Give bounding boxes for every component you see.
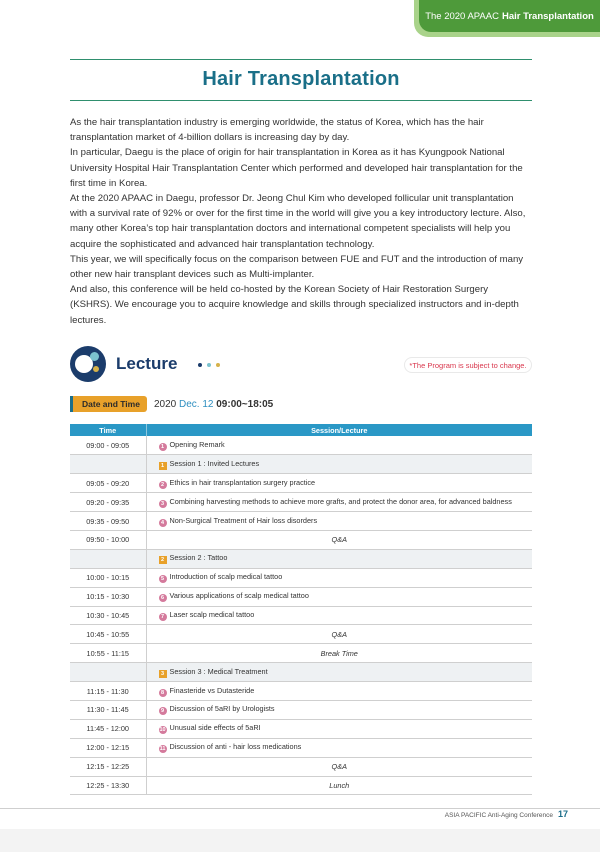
session-text: Session 1 : Invited Lectures [169,458,260,468]
lecture-number-icon: 4 [159,519,167,527]
session-text: Q&A [331,535,347,545]
bottom-band [0,829,600,852]
table-row [70,757,532,776]
session-text: Break Time [320,648,358,658]
lecture-number-icon: 7 [159,613,167,621]
lecture-number-icon: 5 [159,575,167,583]
lecture-number-icon: 2 [159,481,167,489]
time-cell: 10:00 - 10:15 [70,568,146,587]
session-number-icon: 1 [159,462,167,470]
header-tab [414,0,600,37]
session-cell [146,776,532,795]
decorative-dots-icon [198,363,220,367]
time-cell: 11:30 - 11:45 [70,700,146,719]
time-cell: 10:55 - 11:15 [70,644,146,663]
time-cell: 12:25 - 13:30 [70,776,146,795]
session-text: Lunch [329,780,350,790]
intro-paragraph: At the 2020 APAAC in Daegu, professor Dr. Jeong Chul Kim who developed follicular unit transplantation with a survival rate of 92% or over for the first time in the world will give you a key introductory lecture. Also, many other Korea’s top hair transplantation doctors and international competent specialists will help you acquire the sophisticated and advanced hair transplantation technology. [70,193,526,250]
time-cell: 12:00 - 12:15 [70,738,146,757]
session-cell [146,663,532,682]
table-row [70,719,532,738]
lecture-number-icon: 11 [159,746,166,753]
session-row [70,663,532,682]
time-cell: 10:30 - 10:45 [70,606,146,625]
time-cell: 09:00 - 09:05 [70,436,146,455]
session-cell [146,549,532,568]
table-row [70,587,532,606]
session-text: Session 2 : Tattoo [169,553,228,563]
session-cell [146,644,532,663]
session-cell [146,700,532,719]
session-number-icon: 3 [159,670,167,678]
header-tab-bold: Hair Transplantation [501,10,594,22]
col-header-session: Session/Lecture [146,424,532,436]
intro-text [70,115,532,328]
time-cell: 11:45 - 12:00 [70,719,146,738]
session-text: Non-Surgical Treatment of Hair loss disorders [169,515,318,525]
session-text: Finasteride vs Dutasteride [169,685,255,695]
intro-paragraph: In particular, Daegu is the place of origin for hair transplantation in Korea as it has Kyungpook National University Hospital Hair Transplantation Center which performed and developed hair transplantation for the first time in Korea. [70,147,523,189]
lecture-number-icon: 3 [159,500,167,508]
date-year: 2020 [153,398,177,410]
date-time-range: 09:00~18:05 [216,398,274,410]
date-time-label: Date and Time [70,396,147,412]
session-text: Unusual side effects of 5aRI [169,723,261,733]
table-row [70,568,532,587]
session-cell [146,738,532,757]
footer-rule [0,808,600,809]
page-title: Hair Transplantation [202,68,400,90]
session-text: Q&A [331,629,347,639]
table-row [70,738,532,757]
session-cell [146,606,532,625]
session-cell [146,757,532,776]
lecture-header [70,346,532,384]
date-time-row [70,396,273,412]
page-footer [0,808,600,826]
header-tab-prefix: The 2020 APAAC [425,10,499,22]
title-block [70,59,532,101]
time-cell: 10:15 - 10:30 [70,587,146,606]
session-cell [146,474,532,493]
table-row [70,493,532,512]
session-text: Introduction of scalp medical tattoo [169,572,283,582]
session-text: Combining harvesting methods to achieve more grafts, and protect the donor area, for advanced baldness [169,496,512,506]
time-cell: 09:35 - 09:50 [70,512,146,531]
session-text: Q&A [331,762,347,772]
time-cell: 09:05 - 09:20 [70,474,146,493]
session-text: Various applications of scalp medical tattoo [169,591,309,601]
session-cell [146,568,532,587]
table-row [70,625,532,644]
lecture-number-icon: 6 [159,594,167,602]
schedule-header-row [70,424,532,436]
time-cell: 11:15 - 11:30 [70,682,146,701]
session-cell [146,587,532,606]
session-text: Opening Remark [169,439,225,449]
date-month: Dec. 12 [178,398,214,410]
table-row [70,776,532,795]
lecture-number-icon: 9 [159,707,167,715]
table-row [70,700,532,719]
page-number: 17 [557,809,568,819]
session-number-icon: 2 [159,556,167,564]
lecture-number-icon: 1 [159,443,167,451]
session-cell [146,512,532,531]
session-cell [146,493,532,512]
time-cell: 09:20 - 09:35 [70,493,146,512]
schedule-table [70,424,532,795]
session-cell [146,625,532,644]
session-text: Discussion of 5aRI by Urologists [169,704,275,714]
intro-paragraph: As the hair transplantation industry is emerging worldwide, the status of Korea, which has the hair transplantation market of 4-billion dollars is increasing day by day. [70,117,484,144]
intro-paragraph: This year, we will specifically focus on the comparison between FUE and FUT and the introduction of many other new hair transplant devices such as Multi-implanter. [70,253,524,281]
table-row [70,530,532,549]
session-row [70,455,532,474]
intro-paragraph: And also, this conference will be held co-hosted by the Korean Society of Hair Restoration Surgery (KSHRS). We encourage you to acquire knowledge and skills through specialized instructors and in-depth lectures. [70,284,519,326]
session-row [70,549,532,568]
lecture-number-icon: 10 [159,727,166,734]
session-text: Ethics in hair transplantation surgery practice [169,477,316,487]
program-note: *The Program is subject to change. [404,357,532,373]
session-text: Session 3 : Medical Treatment [169,666,268,676]
table-row [70,474,532,493]
time-cell [70,455,146,474]
footer-text: ASIA PACIFIC Anti-Aging Conference [444,812,553,819]
time-cell [70,549,146,568]
table-row [70,512,532,531]
session-cell [146,436,532,455]
date-time-value [154,399,273,410]
lecture-number-icon: 8 [159,689,167,697]
table-row [70,644,532,663]
session-cell [146,455,532,474]
col-header-time: Time [70,424,146,436]
time-cell: 12:15 - 12:25 [70,757,146,776]
lecture-logo-icon [70,346,106,382]
title-rule-bottom [70,100,532,101]
table-row [70,436,532,455]
table-row [70,682,532,701]
time-cell: 09:50 - 10:00 [70,530,146,549]
table-row [70,606,532,625]
session-cell [146,719,532,738]
session-text: Laser scalp medical tattoo [169,609,255,619]
session-text: Discussion of anti - hair loss medications [169,742,302,752]
time-cell: 10:45 - 10:55 [70,625,146,644]
session-cell [146,530,532,549]
lecture-heading: Lecture [116,354,178,373]
time-cell [70,663,146,682]
session-cell [146,682,532,701]
header-tab-label [419,0,600,32]
